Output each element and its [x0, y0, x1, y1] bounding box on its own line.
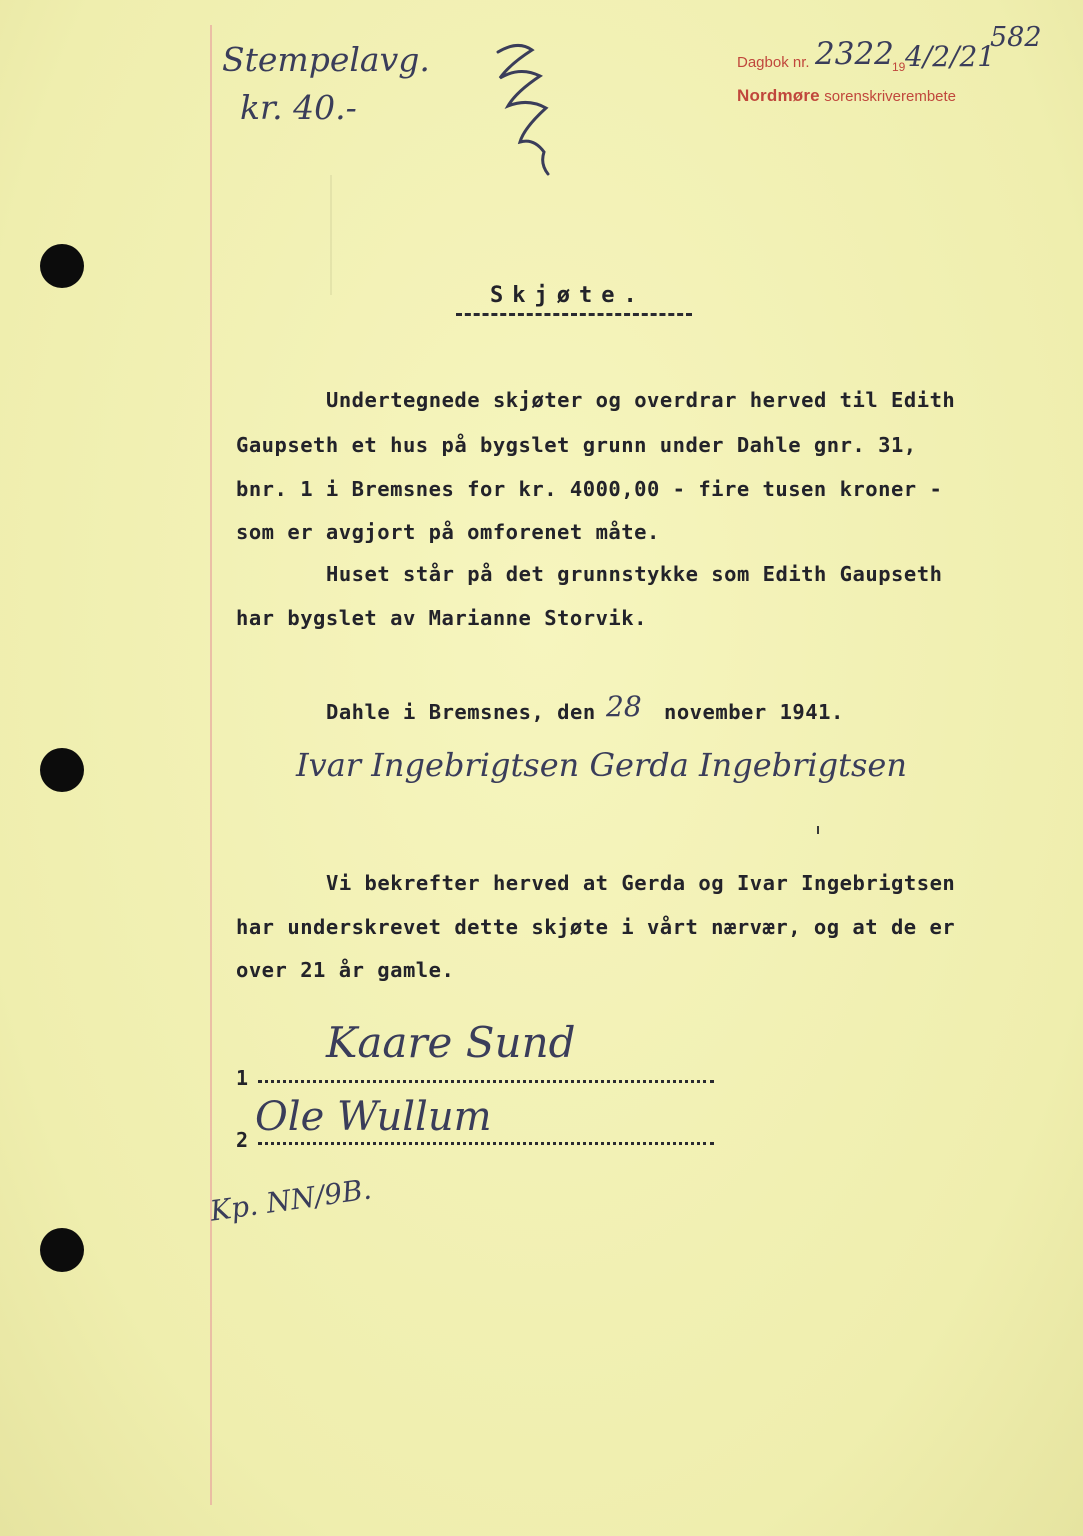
seller-signatures: Ivar Ingebrigtsen Gerda Ingebrigtsen [296, 746, 907, 784]
witness2-signature-line [258, 1142, 714, 1145]
body-line: bnr. 1 i Bremsnes for kr. 4000,00 - fire tusen kroner - [236, 477, 943, 501]
registry-stamp-line1 [737, 54, 810, 72]
body-line: Vi bekrefter herved at Gerda og Ivar Ingebrigtsen [326, 871, 956, 895]
date-line-prefix: Dahle i Bremsnes, den [326, 700, 596, 724]
body-line: Huset står på det grunnstykke som Edith Gaupseth [326, 562, 943, 586]
body-line: har underskrevet dette skjøte i vårt nærvær, og at de er [236, 915, 956, 939]
date-line-suffix: november 1941. [664, 700, 844, 724]
body-line: Gaupseth et hus på bygslet grunn under Dahle gnr. 31, [236, 433, 917, 457]
margin-line [210, 25, 212, 1505]
title-underline [456, 313, 692, 316]
punch-hole-top [40, 244, 84, 288]
witness2-number: 2 [236, 1128, 249, 1152]
punch-hole-bottom [40, 1228, 84, 1272]
paper-speck [817, 826, 819, 834]
handwritten-flourish [490, 32, 580, 182]
page-number: 582 [990, 22, 1042, 53]
body-line: har bygslet av Marianne Storvik. [236, 606, 647, 630]
witness2-signature: Ole Wullum [255, 1094, 492, 1140]
punch-hole-middle [40, 748, 84, 792]
date-day-handwritten: 28 [606, 690, 642, 723]
bottom-handwritten-note: Kp. NN/9B. [208, 1172, 374, 1228]
body-line: Undertegnede skjøter og overdrar herved til Edith [326, 388, 956, 412]
witness1-signature-line [258, 1080, 714, 1083]
stamp-office-type: sorenskriverembete [824, 88, 957, 105]
registry-stamp-line2 [737, 86, 956, 106]
stamp-office-name: Nordmøre [737, 86, 820, 105]
body-line: som er avgjort på omforenet måte. [236, 520, 660, 544]
body-line: over 21 år gamle. [236, 958, 455, 982]
stamp-year-prefix [892, 58, 905, 76]
document-title: Skjøte. [490, 283, 646, 308]
handwritten-stamp-fee-amount: kr. 40.- [240, 88, 357, 127]
stamp-label: Dagbok nr. [737, 54, 810, 71]
stamp-year-prefix-text: 19 [892, 60, 906, 74]
paper-bleed-mark [330, 175, 362, 295]
stamp-diary-number: 2322 [815, 36, 894, 72]
witness1-number: 1 [236, 1066, 249, 1090]
handwritten-stamp-fee-label: Stempelavg. [222, 40, 430, 79]
stamp-handwritten-date: 4/2/21 [905, 40, 996, 73]
witness1-signature: Kaare Sund [326, 1018, 576, 1067]
